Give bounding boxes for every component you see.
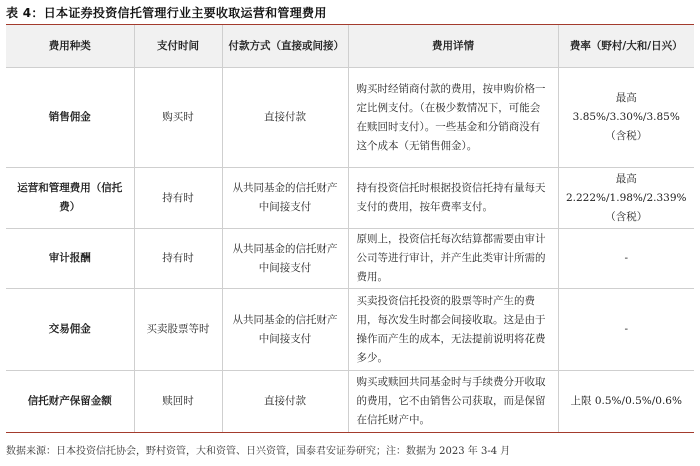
row-time: 持有时 xyxy=(134,229,222,289)
table-row xyxy=(6,289,694,371)
header-payment-time: 支付时间 xyxy=(134,25,222,68)
row-rate: 最高2.222%/1.98%/2.339%（含税） xyxy=(558,168,694,229)
table-row xyxy=(6,168,694,229)
row-detail: 买卖投资信托投资的股票等时产生的费用，每次发生时都会间接收取。这是由于操作而产生的成本，无法提前说明将花费多少。 xyxy=(348,289,558,371)
fee-table xyxy=(6,25,694,433)
table-row xyxy=(6,68,694,168)
row-rate: - xyxy=(558,229,694,289)
row-time: 买卖股票等时 xyxy=(134,289,222,371)
row-detail: 原则上，投资信托每次结算都需要由审计公司等进行审计，并产生此类审计所需的费用。 xyxy=(348,229,558,289)
row-method: 从共同基金的信托财产中间接支付 xyxy=(222,168,348,229)
row-rate: 最高3.85%/3.30%/3.85%（含税） xyxy=(558,68,694,168)
row-category: 信托财产保留金额 xyxy=(6,371,134,433)
table-row xyxy=(6,371,694,433)
row-method: 直接付款 xyxy=(222,371,348,433)
source-note: 数据来源：日本投资信托协会，野村资管，大和资管、日兴资管，国泰君安证券研究；注：数据为 2023 年 3-4 月 xyxy=(6,446,511,457)
row-detail: 购买时经销商付款的费用，按申购价格一定比例支付。（在极少数情况下，可能会在赎回时支付）。一些基金和分销商没有这个成本（无销售佣金）。 xyxy=(348,68,558,168)
row-category: 销售佣金 xyxy=(6,68,134,168)
row-rate: 上限 0.5%/0.5%/0.6% xyxy=(558,371,694,433)
table-header-row xyxy=(6,25,694,68)
row-category: 运营和管理费用（信托费） xyxy=(6,168,134,229)
header-fee-rate: 费率（野村/大和/日兴） xyxy=(558,25,694,68)
row-category: 审计报酬 xyxy=(6,229,134,289)
row-time: 赎回时 xyxy=(134,371,222,433)
table-row xyxy=(6,229,694,289)
row-detail: 购买或赎回共同基金时与手续费分开收取的费用，它不由销售公司获取，而是保留在信托财产中。 xyxy=(348,371,558,433)
header-fee-type: 费用种类 xyxy=(6,25,134,68)
table-title: 表 4：日本证券投资信托管理行业主要收取运营和管理费用 xyxy=(6,6,327,20)
row-detail: 持有投资信托时根据投资信托持有量每天支付的费用，按年费率支付。 xyxy=(348,168,558,229)
row-time: 购买时 xyxy=(134,68,222,168)
row-method: 从共同基金的信托财产中间接支付 xyxy=(222,289,348,371)
row-method: 直接付款 xyxy=(222,68,348,168)
header-fee-detail: 费用详情 xyxy=(348,25,558,68)
row-time: 持有时 xyxy=(134,168,222,229)
row-category: 交易佣金 xyxy=(6,289,134,371)
header-payment-method: 付款方式（直接或间接） xyxy=(222,25,348,68)
row-method: 从共同基金的信托财产中间接支付 xyxy=(222,229,348,289)
row-rate: - xyxy=(558,289,694,371)
